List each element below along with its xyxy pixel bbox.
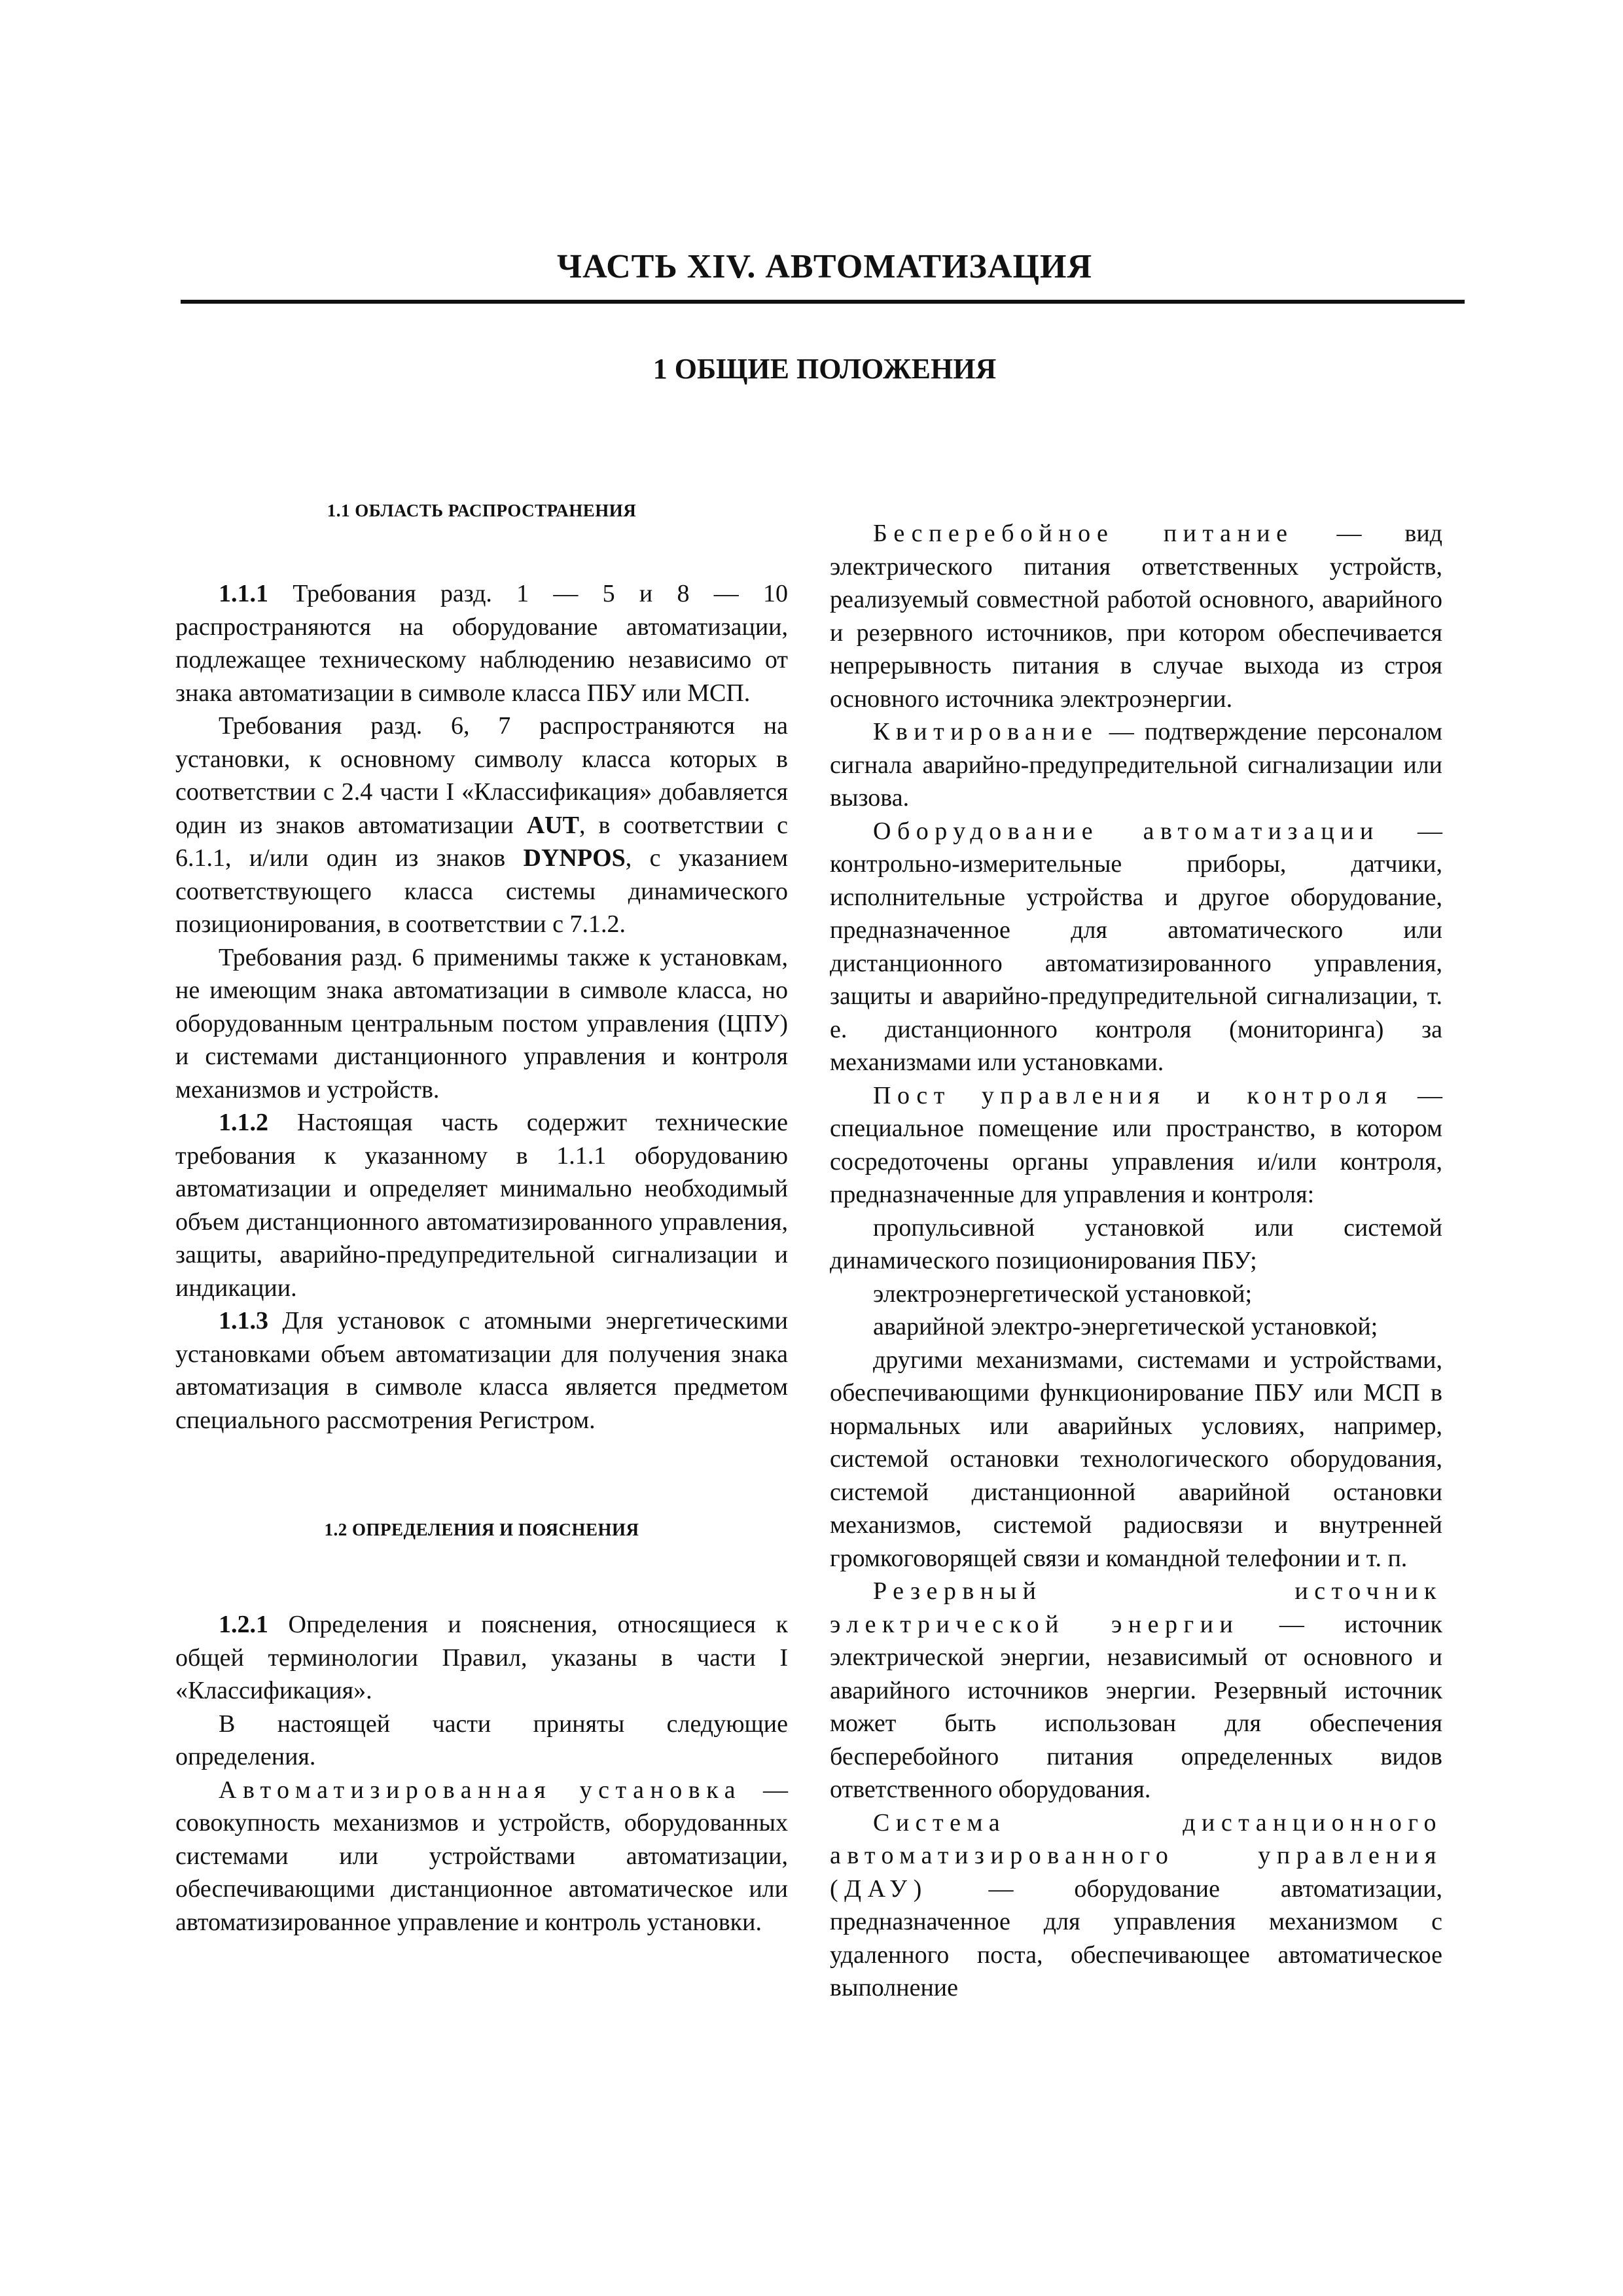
list-item: аварийной электро-энергетической установкой; [873, 1313, 1378, 1340]
definition-text: — совокупность механизмов и устройств, оборудованных системами или устройствами автоматизации, обеспечивающими дистанционное автоматическое или автоматизированное управление и контроль установки. [175, 1776, 788, 1936]
definition-uninterruptible-power [830, 517, 1442, 715]
clause-number: 1.1.2 [219, 1109, 268, 1136]
definition-term: Пост управления и контроля [873, 1081, 1393, 1109]
paragraph-text: , с указанием соответствующего класса системы динамического позиционирования, в соответствии с 7.1.2. [175, 844, 788, 938]
definition-term: Бесперебойное питание [873, 520, 1294, 547]
paragraph-text: Определения и пояснения, относящиеся к общей терминологии Правил, указаны в части I «Классификация». [175, 1611, 788, 1704]
paragraph-definitions-intro: В настоящей части приняты следующие определения. [175, 1710, 788, 1770]
definition-text: — вид электрического питания ответственных устройств, реализуемый совместной работой основного, аварийного и резервного источников, при котором обеспечивается непрерывность питания в случае выхода из строя основного источника электроэнергии. [830, 520, 1442, 713]
definition-text: — оборудование автоматизации, предназначенное для управления механизмом с удаленного поста, обеспечивающее автоматическое выполнение [830, 1874, 1442, 2001]
definition-automation-equipment [830, 815, 1442, 1079]
chapter-title: 1 ОБЩИЕ ПОЛОЖЕНИЯ [652, 353, 997, 385]
definition-text: — специальное помещение или пространство, в котором сосредоточены органы управления и/или контроля, предназначенные для управления и контроля: [830, 1081, 1442, 1208]
paragraph-text: Требования разд. 6, 7 распространяются на установки, к основному символу класса которых в соответствии с 2.4 части I «Классификация» добавляется один из знаков автоматизации [175, 712, 788, 839]
definition-reserve-source [830, 1575, 1442, 1806]
list-item: электроэнергетической установкой; [873, 1280, 1253, 1308]
title-rule [181, 300, 1465, 304]
list-item: пропульсивной установкой или системой динамического позиционирования ПБУ; [830, 1213, 1442, 1274]
left-column [175, 497, 788, 1939]
definition-term: Квитирование [873, 718, 1099, 745]
dynpos-mark: DYNPOS [523, 844, 626, 872]
paragraph-text: , в соответствии с 6.1.1, и/или один из знаков [175, 811, 788, 872]
paragraph-1-2-1 [175, 1608, 788, 1708]
paragraph-text: Требования разд. 1 — 5 и 8 — 10 распространяются на оборудование автоматизации, подлежащее техническому наблюдению независимо от знака автоматизации в символе класса ПБУ или МСП. [175, 580, 788, 707]
paragraph-requirements-6: Требования разд. 6 применимы также к установкам, не имеющим знака автоматизации в символе класса, но оборудованным центральным постом управления (ЦПУ) и системами дистанционного управления и контроля механизмов и устройств. [175, 943, 788, 1103]
paragraph-requirements-6-7 [175, 709, 788, 941]
definition-text: — контрольно-измерительные приборы, датчики, исполнительные устройства и другое оборудование, предназначенное для автоматического или дистанционного автоматизированного управления, защиты и аварийно-предупредительной сигнализации, т. е. дистанционного контроля (мониторинга) за механизмами или установками. [830, 817, 1442, 1076]
definition-term: Автоматизированная установка [219, 1776, 741, 1804]
definition-text: — источник электрической энергии, независимый от основного и аварийного источников энергии. Резервный источник может быть использован для обеспечения бесперебойного питания определенных видов ответственного оборудования. [830, 1610, 1442, 1803]
clause-number: 1.2.1 [219, 1611, 268, 1638]
definition-term: Система дистанционного автоматизированного управления (ДАУ) [830, 1808, 1442, 1903]
section-title-1-2: 1.2 ОПРЕДЕЛЕНИЯ И ПОЯСНЕНИЯ [324, 1520, 639, 1539]
definition-term: Резервный источник электрической энергии [830, 1577, 1442, 1638]
definition-acknowledgement [830, 715, 1442, 815]
paragraph-1-1-2 [175, 1106, 788, 1304]
section-title-1-1: 1.1 ОБЛАСТЬ РАСПРОСТРАНЕНИЯ [327, 501, 637, 520]
list-item: другими механизмами, системами и устройствами, обеспечивающими функционирование ПБУ или МСП в нормальных или аварийных условиях, например, системой остановки технологического оборудования, системой дистанционной аварийной остановки механизмов, системой радиосвязи и внутренней громкоговорящей связи и командной телефонии и т. п. [830, 1346, 1442, 1572]
aut-mark: AUT [526, 811, 579, 839]
paragraph-1-1-3 [175, 1304, 788, 1437]
paragraph-text: Настоящая часть содержит технические требования к указанному в 1.1.1 оборудованию автоматизации и определяет минимально необходимый объем дистанционного автоматизированного управления, защиты, аварийно-предупредительной сигнализации и индикации. [175, 1109, 788, 1302]
definition-automated-installation [175, 1774, 788, 1939]
paragraph-text: Для установок с атомными энергетическими установками объем автоматизации для получения знака автоматизация в символе класса является предметом специального рассмотрения Регистром. [175, 1307, 788, 1434]
paragraph-1-1-1 [175, 577, 788, 709]
right-column [830, 517, 1442, 2005]
definition-text: — подтверждение персоналом сигнала аварийно-предупредительной сигнализации или вызова. [830, 718, 1442, 812]
definition-remote-control-system [830, 1806, 1442, 2005]
clause-number: 1.1.3 [219, 1307, 268, 1335]
definition-control-post [830, 1079, 1442, 1211]
part-title: ЧАСТЬ XIV. АВТОМАТИЗАЦИЯ [556, 248, 1092, 285]
definition-term: Оборудование автоматизации [873, 817, 1380, 845]
clause-number: 1.1.1 [219, 580, 268, 607]
